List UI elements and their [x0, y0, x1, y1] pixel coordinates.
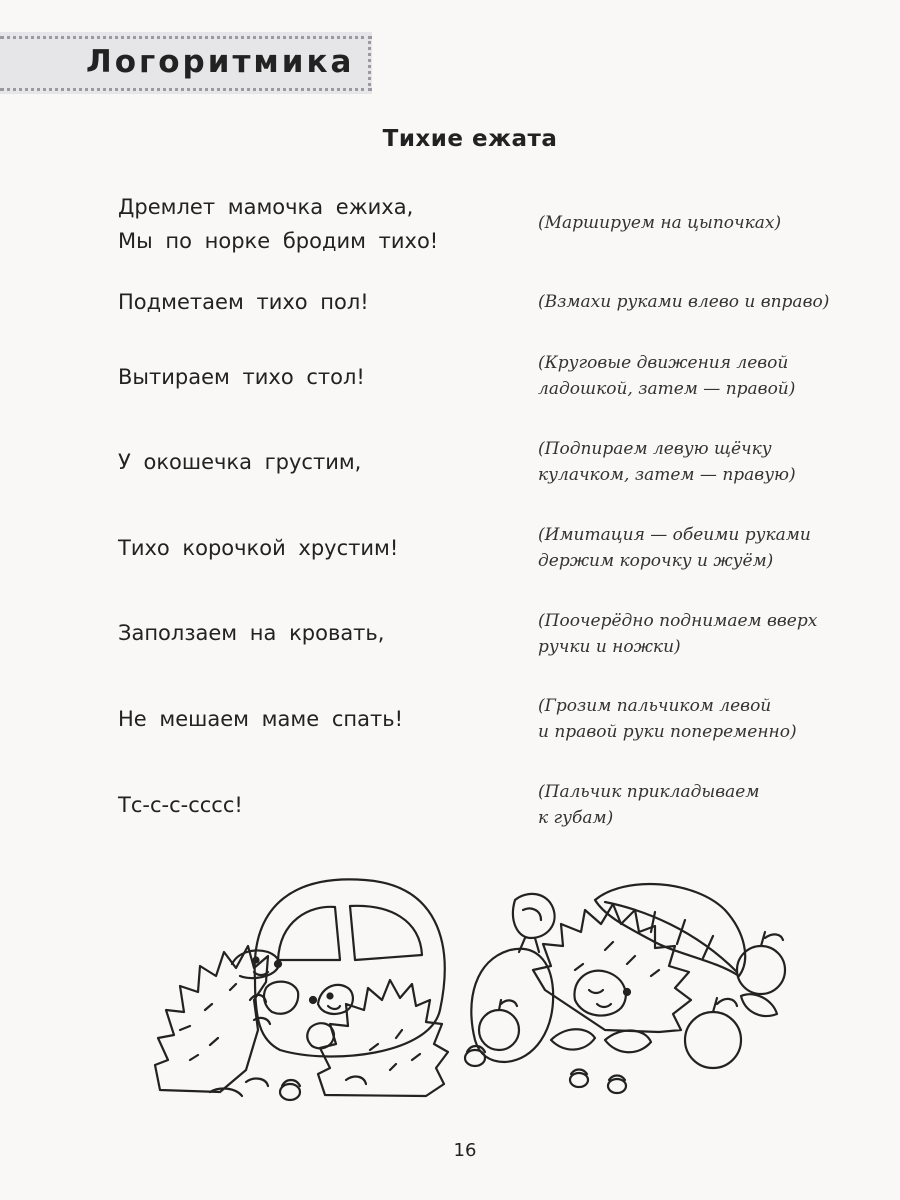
verse-line: Подметаем тихо пол! [118, 290, 369, 314]
header-dotted-border-bottom [0, 88, 372, 91]
verse-line: У окошечка грустим, [118, 450, 362, 474]
verse-line: Заползаем на кровать, [118, 621, 385, 645]
verse-line: Тс-с-с-сссс! [118, 793, 243, 817]
verse-line: Дремлет мамочка ежиха, [118, 195, 414, 219]
note-line: ладошкой, затем — правой) [538, 379, 796, 399]
movement-note [538, 779, 759, 831]
note-line: и правой руки попеременно) [538, 722, 797, 742]
movement-note [538, 210, 781, 236]
note-line: (Взмахи руками влево и вправо) [538, 292, 830, 312]
movement-note [538, 522, 811, 574]
verse-line: Мы по норке бродим тихо! [118, 229, 439, 253]
movement-note [538, 608, 817, 660]
note-line: (Имитация — обеими руками [538, 525, 811, 545]
note-line: (Поочерёдно поднимаем вверх [538, 611, 818, 631]
note-line: (Круговые движения левой [538, 353, 789, 373]
note-line: (Подпираем левую щёчку [538, 439, 772, 459]
verse-line: Вытираем тихо стол! [118, 365, 365, 389]
note-line: к губам) [538, 808, 614, 828]
header-dotted-border-top [0, 36, 372, 39]
note-line: кулачком, затем — правую) [538, 465, 796, 485]
poem-verse [118, 531, 398, 565]
movement-note [538, 436, 796, 488]
poem-verse [118, 702, 403, 736]
movement-note [538, 350, 795, 402]
verse-line: Тихо корочкой хрустим! [118, 536, 399, 560]
hedgehogs-eating-bread-icon [150, 860, 460, 1110]
poem-verse [118, 445, 361, 479]
note-line: ручки и ножки) [538, 637, 681, 657]
note-line: (Пальчик прикладываем [538, 782, 760, 802]
section-title: Логоритмика [86, 44, 355, 80]
poem-verse [118, 360, 365, 394]
poem-title: Тихие ежата [382, 126, 558, 152]
verse-line: Не мешаем маме спать! [118, 707, 403, 731]
sleeping-hedgehog-with-apples-icon [455, 880, 800, 1110]
movement-note [538, 693, 797, 745]
movement-note [538, 289, 829, 315]
poem-verse [118, 190, 438, 258]
note-line: (Маршируем на цыпочках) [538, 213, 782, 233]
note-line: (Грозим пальчиком левой [538, 696, 772, 716]
header-dotted-border-right [368, 36, 371, 91]
poem-verse [118, 788, 243, 822]
poem-verse [118, 285, 369, 319]
page-number: 16 [453, 1140, 477, 1161]
poem-verse [118, 616, 384, 650]
note-line: держим корочку и жуём) [538, 551, 774, 571]
